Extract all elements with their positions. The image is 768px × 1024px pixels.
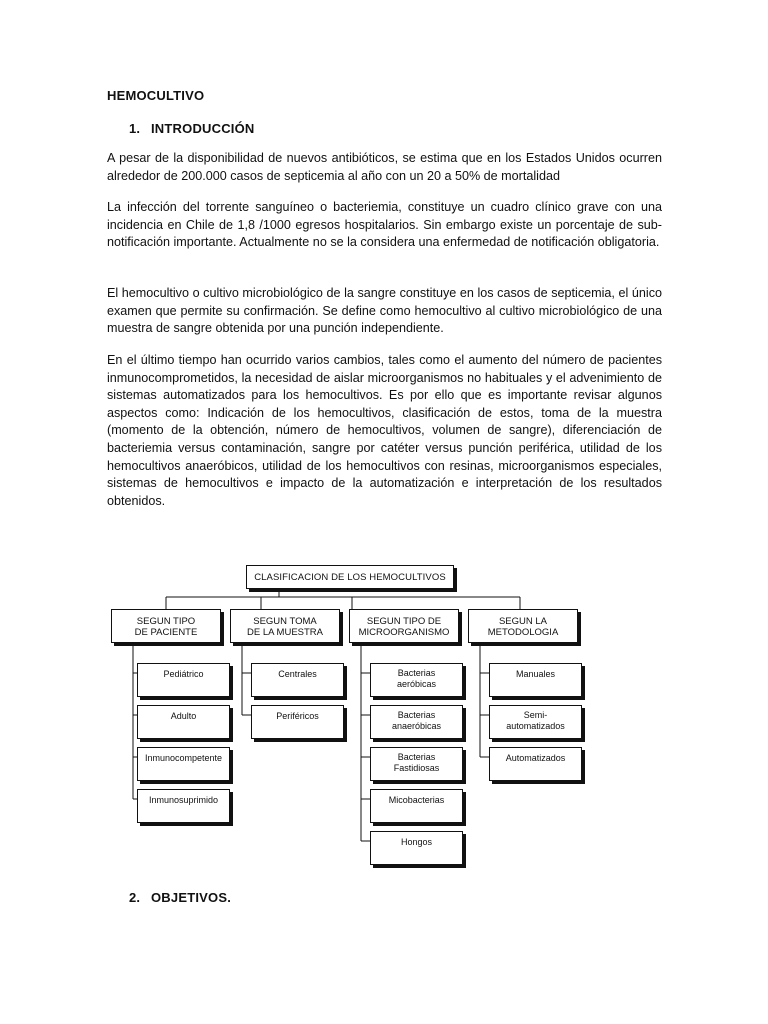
diagram-root-box: CLASIFICACION DE LOS HEMOCULTIVOS [246,565,454,589]
category-label: SEGUN LA METODOLOGIA [487,615,559,638]
leaf-perifericos: Periféricos [251,705,344,739]
category-label: SEGUN TIPO DE MICROORGANISMO [358,615,450,638]
leaf-bacterias-anaerobicas [370,705,463,739]
section-number: 1. [129,121,141,136]
leaf-pediatrico: Pediátrico [137,663,230,697]
paragraph-2: La infección del torrente sanguíneo o bacteriemia, constituye un cuadro clínico grave con una incidencia en Chile de 1,8 /1000 egresos hospitalarios. Sin embargo existe un porcentaje de sub-notificación importante. Actualmente no se la considera una enfermedad de notificación obligatoria. [107,200,662,250]
leaf-bacterias-fastidiosas [370,747,463,781]
category-toma-muestra [230,609,340,643]
category-tipo-microorganismo [349,609,459,643]
classification-diagram [109,563,589,863]
leaf-centrales: Centrales [251,663,344,697]
leaf-adulto: Adulto [137,705,230,739]
section-title: INTRODUCCIÓN [151,121,255,136]
leaf-semi-automatizados [489,705,582,739]
page-title: HEMOCULTIVO [107,88,205,103]
leaf-automatizados: Automatizados [489,747,582,781]
leaf-label: Bacterias Fastidiosas [393,752,440,773]
section-number: 2. [129,890,141,905]
leaf-bacterias-aerobicas [370,663,463,697]
category-metodologia [468,609,578,643]
section-heading-introduccion [129,121,255,136]
leaf-micobacterias: Micobacterias [370,789,463,823]
category-tipo-paciente [111,609,221,643]
leaf-inmunocompetente: Inmunocompetente [137,747,230,781]
paragraph-3: El hemocultivo o cultivo microbiológico de la sangre constituye en los casos de septicemia, el único examen que permite su confirmación. Se define como hemocultivo al cultivo microbiológico de una muestra de sangre obtenida por una punción independiente. [107,286,662,336]
leaf-inmunosuprimido: Inmunosuprimido [137,789,230,823]
leaf-label: Bacterias anaeróbicas [391,710,442,731]
leaf-label: Bacterias aeróbicas [396,668,437,689]
leaf-manuales: Manuales [489,663,582,697]
section-title: OBJETIVOS. [151,890,232,905]
paragraph-4: En el último tiempo han ocurrido varios cambios, tales como el aumento del número de pacientes inmunocomprometidos, la necesidad de aislar microorganismos no habituales y el advenimiento de sistemas automatizados para los hemocultivos. Es por ello que es importante revisar algunos aspectos como: Indicación de los hemocultivos, clasificación de estos, toma de la muestra (momento de la obtención, número de hemocultivos, volumen de sangre), diferenciación de bacteriemia versus contaminación, sangre por catéter versus punción periférica, utilidad de los hemocultivos anaeróbicos, utilidad de los hemocultivos con resinas, microorganismos especiales, sistemas de hemocultivos e impacto de la automatización e interpretación de los resultados obtenidos. [107,353,662,508]
paragraph-1: A pesar de la disponibilidad de nuevos antibióticos, se estima que en los Estados Unidos ocurren alrededor de 200.000 casos de septicemia al año con un 20 a 50% de mortalidad [107,151,662,183]
leaf-hongos: Hongos [370,831,463,865]
category-label: SEGUN TIPO DE PACIENTE [134,615,198,638]
leaf-label: Semi- automatizados [506,710,565,731]
category-label: SEGUN TOMA DE LA MUESTRA [246,615,324,638]
section-heading-objetivos [129,890,231,905]
